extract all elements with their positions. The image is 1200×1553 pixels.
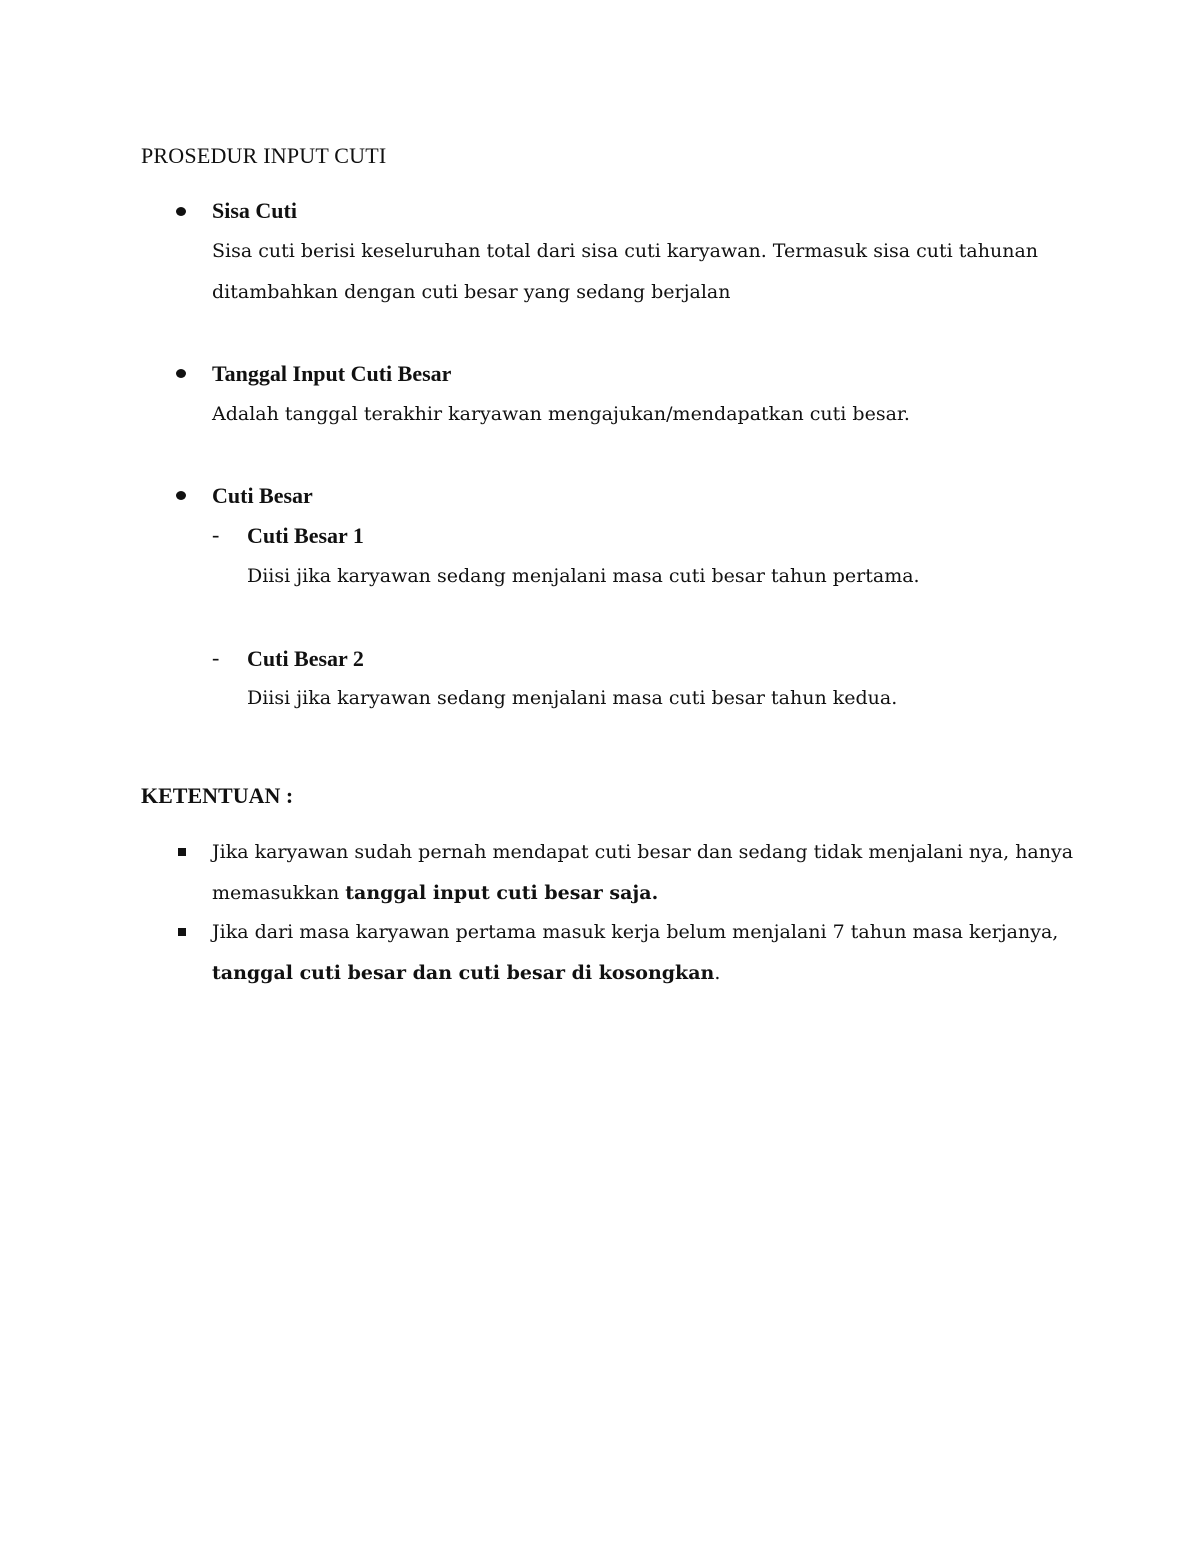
square-bullet-icon — [178, 848, 186, 856]
rule-text-line — [212, 962, 720, 984]
dash-marker: - — [212, 522, 220, 547]
rule-text-line — [212, 882, 658, 904]
section-text-line: ditambahkan dengan cuti besar yang sedang berjalan — [212, 281, 731, 303]
rule-text-tail: . — [714, 962, 721, 984]
section-heading-tanggal-input: Tanggal Input Cuti Besar — [212, 361, 452, 386]
rule-text-emphasis: tanggal cuti besar dan cuti besar di kosongkan — [212, 962, 715, 984]
section-text-line: Adalah tanggal terakhir karyawan mengajukan/mendapatkan cuti besar. — [212, 403, 910, 425]
dash-marker: - — [212, 645, 220, 670]
bullet-dot-icon — [176, 207, 186, 216]
section-heading-sisa-cuti: Sisa Cuti — [212, 198, 297, 223]
section-text-line: Sisa cuti berisi keseluruhan total dari sisa cuti karyawan. Termasuk sisa cuti tahunan — [212, 240, 1039, 262]
document-title: PROSEDUR INPUT CUTI — [141, 143, 387, 168]
rules-title: KETENTUAN : — [141, 783, 294, 808]
subitem-heading-cuti-besar-2: Cuti Besar 2 — [247, 646, 364, 671]
subitem-heading-cuti-besar-1: Cuti Besar 1 — [247, 523, 364, 548]
rule-text-emphasis: tanggal input cuti besar saja. — [345, 882, 659, 904]
subitem-text-line: Diisi jika karyawan sedang menjalani masa cuti besar tahun kedua. — [247, 687, 898, 709]
rule-text-plain: memasukkan — [212, 882, 346, 904]
rule-text-line: Jika karyawan sudah pernah mendapat cuti besar dan sedang tidak menjalani nya, hanya — [212, 841, 1074, 863]
rule-text-line: Jika dari masa karyawan pertama masuk kerja belum menjalani 7 tahun masa kerjanya, — [212, 921, 1059, 943]
square-bullet-icon — [178, 928, 186, 936]
subitem-text-line: Diisi jika karyawan sedang menjalani masa cuti besar tahun pertama. — [247, 565, 920, 587]
bullet-dot-icon — [176, 369, 186, 378]
bullet-dot-icon — [176, 491, 186, 500]
section-heading-cuti-besar: Cuti Besar — [212, 483, 313, 508]
